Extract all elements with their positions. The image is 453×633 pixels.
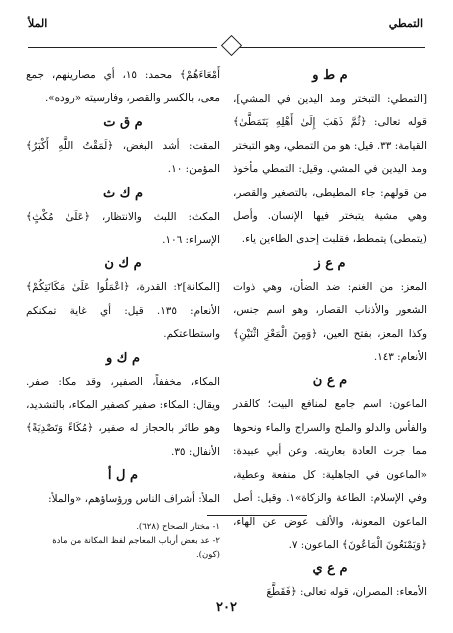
entry-heading: م ل أ — [107, 468, 139, 484]
entry-heading: م ع ز — [314, 255, 346, 271]
footnote: ٢- عد بعض أرباب المعاجم لفظ المكانة من مادة (كون). — [52, 536, 220, 560]
entry-text: المقت: أشد البغض، ﴿لَمَقْتُ اللَّهِ أَكْبَرُ﴾ المؤمن: ١٠. — [26, 139, 220, 176]
left-text-column — [26, 64, 220, 512]
running-header-left: الملأ — [28, 17, 48, 30]
page-number: ٢٠٢ — [216, 600, 237, 615]
entry-text: [التمطي: التبختر ومد اليدين في المشي]، قوله تعالى: ﴿ثُمَّ ذَهَبَ إِلَىٰ أَهْلِهِ يَتَمَطَّىٰ﴾ القيامة: ٣٣. قيل: هو من التمطي، وهو التبختر ومد اليدين في المشي. وقيل: التمطي مأخوذ من قولهم: جاء المطيطى، بالتصغير والقصر، وهي مشية يتبختر فيها الإنسان. وأصل (يتمطى) يتمطط، فقلبت إحدى الطاءين ياء. — [233, 93, 427, 246]
right-text-column — [233, 64, 427, 605]
header-rule-left — [28, 47, 217, 48]
entry-heading: م ك ن — [104, 256, 142, 272]
entry-text: المعز: من الغنم: ضد الضأن، وهي ذوات الشعور والأذناب القصار، وهو اسم جنس، وكذا المعز، بفتح العين، ﴿وَمِنَ الْمَعْزِ اثْنَيْنِ﴾ الأنعام: ١٤٣. — [233, 280, 427, 364]
footnote: ١- مختار الصحاح (٦٢٨). — [136, 522, 220, 532]
entry-heading: م ع ي — [312, 561, 348, 577]
header-rule-right — [239, 47, 425, 48]
entry-text: الملأ: أشراف الناس ورؤساؤهم، «والملأ: — [48, 493, 220, 506]
entry-text: أَمْعَاءَهُمْ﴾ محمد: ١٥، أي مصارينهم، جمع معى، بالكسر والقصر، وفارسيته «روده». — [26, 69, 220, 105]
running-header-right: التمطي — [388, 17, 423, 30]
entry-text: المكث: اللبث والانتظار، ﴿عَلَىٰ مُكْثٍ﴾ الإسراء: ١٠٦. — [26, 210, 220, 247]
entry-heading: م ط و — [312, 68, 348, 83]
footnotes — [26, 520, 220, 562]
entry-text: [المكانة]٢: القدرة، ﴿اعْمَلُوا عَلَىٰ مَكَانَتِكُمْ﴾ الأنعام: ١٣٥. قيل: أي غاية تمكنكم واستطاعتكم. — [26, 281, 220, 341]
entry-heading: م ع ن — [312, 373, 348, 389]
entry-heading: م ق ت — [103, 114, 143, 130]
entry-text: الماعون: اسم جامع لمنافع البيت؛ كالقدر والفأس والدلو والملح والسراج والماء ونحوها مما جرت العادة بعاريته. وعن أبي عبيدة: «الماعون في الجاهلية: كل منفعة وعطية، وفي الإسلام: الطاعة والزكاة»١. وقيل: أصل الماعون المعونة، والألف عوض عن الهاء، ﴿وَيَمْنَعُونَ الْمَاعُونَ﴾ الماعون: ٧. — [233, 398, 427, 551]
entry-text: الأمعاء: المصران، قوله تعالى: ﴿فَقَطَّعَ — [266, 586, 427, 599]
entry-text: المكاء، مخففاً، الصفير، وقد مكا: صفر. ويقال: المكاء: صفير كصفير المكاء، بالتشديد، وهو طائر بالحجاز له صفير، ﴿مُكَاءً وَتَصْدِيَةً﴾ الأنفال: ٣٥. — [26, 375, 220, 458]
header-diamond-ornament — [221, 35, 242, 56]
entry-heading: م ك و — [105, 350, 141, 366]
footnote-separator — [207, 515, 307, 516]
entry-heading: م ك ث — [102, 185, 144, 201]
